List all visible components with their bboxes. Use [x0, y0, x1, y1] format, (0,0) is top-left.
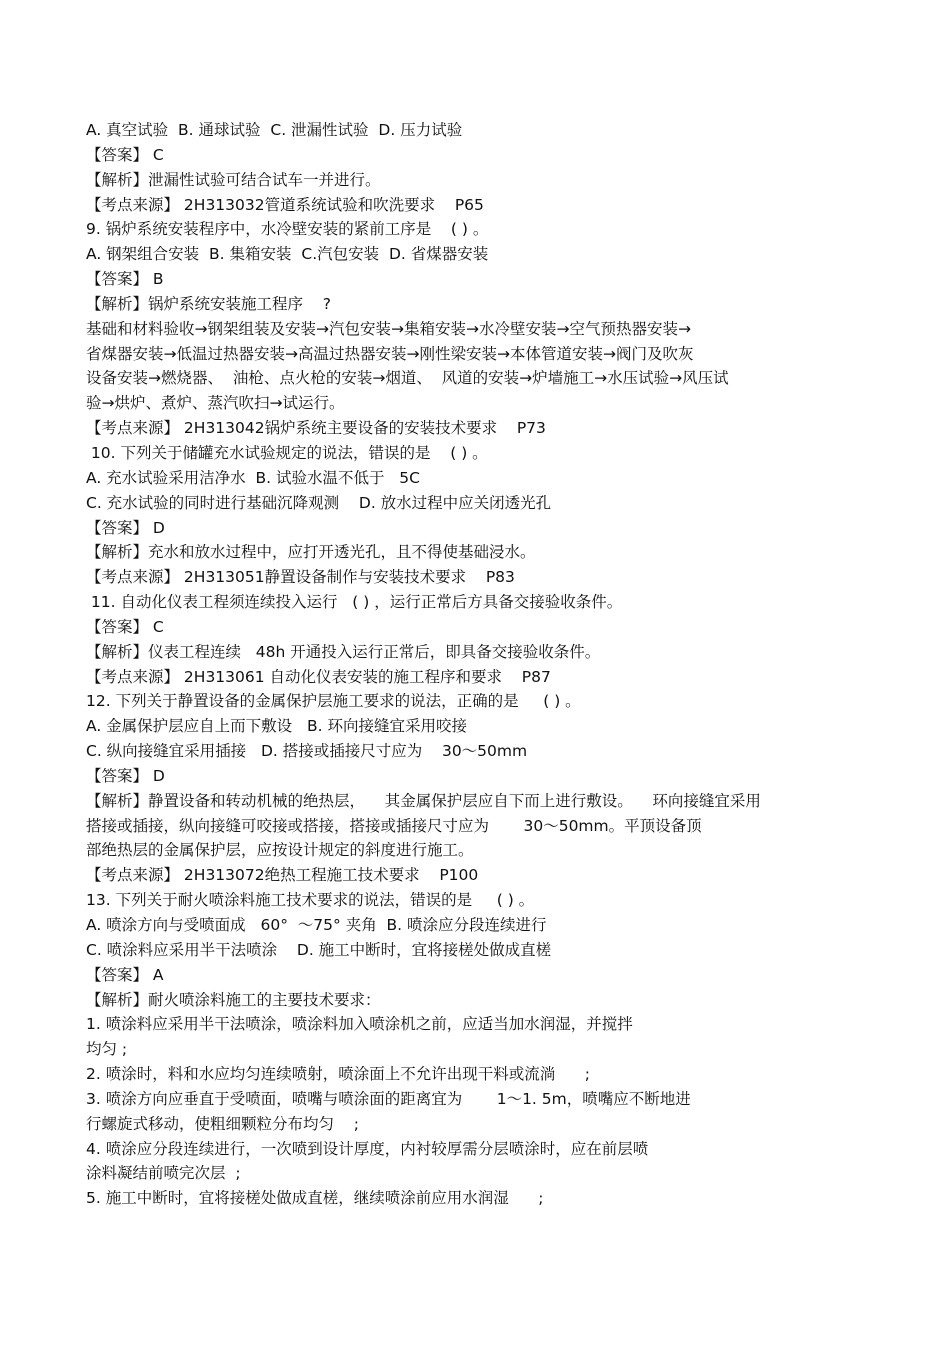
- text-line: C. 纵向接缝宜采用插接 D. 搭接或插接尺寸应为 30～50mm: [86, 742, 528, 761]
- text-line: C. 充水试验的同时进行基础沉降观测 D. 放水过程中应关闭透光孔: [86, 493, 552, 512]
- text-line: 【考点来源】 2H313072绝热工程施工技术要求 P100: [86, 866, 479, 885]
- text-line: 11. 自动化仪表工程须连续投入运行 ( ) ，运行正常后方具备交接验收条件。: [86, 593, 623, 612]
- text-line: 【答案】 D: [86, 518, 165, 537]
- text-line: C. 喷涂料应采用半干法喷涂 D. 施工中断时，宜将接槎处做成直槎: [86, 940, 552, 959]
- text-line: 【解析】泄漏性试验可结合试车一并进行。: [86, 170, 381, 189]
- text-line: 涂料凝结前喷完次层 ;: [86, 1164, 241, 1183]
- text-line: 【答案】 A: [86, 965, 164, 984]
- text-line: A. 真空试验 B. 通球试验 C. 泄漏性试验 D. 压力试验: [86, 121, 463, 139]
- text-line: 行螺旋式移动，使粗细颗粒分布均匀 ;: [86, 1114, 359, 1133]
- text-line: 【考点来源】 2H313042锅炉系统主要设备的安装技术要求 P73: [86, 419, 546, 438]
- text-line: 【答案】 C: [86, 145, 164, 164]
- text-line: 设备安装→燃烧器、 油枪、点火枪的安装→烟道、 风道的安装→炉墙施工→水压试验→风压试: [86, 369, 729, 388]
- text-line: 1. 喷涂料应采用半干法喷涂，喷涂料加入喷涂机之前，应适当加水润湿，并搅拌: [86, 1015, 633, 1034]
- text-line: 搭接或插接，纵向接缝可咬接或搭接，搭接或插接尺寸应为 30～50mm。平顶设备顶: [86, 816, 702, 835]
- text-line: A. 钢架组合安装 B. 集箱安装 C.汽包安装 D. 省煤器安装: [86, 245, 489, 264]
- text-line: 9. 锅炉系统安装程序中，水冷壁安装的紧前工序是 ( ) 。: [86, 220, 489, 239]
- text-line: 3. 喷涂方向应垂直于受喷面，喷嘴与喷涂面的距离宜为 1～1. 5m，喷嘴应不断地进: [86, 1089, 691, 1108]
- text-line: 【答案】 C: [86, 617, 164, 636]
- text-line: 【考点来源】 2H313051静置设备制作与安装技术要求 P83: [86, 568, 515, 587]
- document-body: [86, 118, 876, 1211]
- text-line: 10. 下列关于储罐充水试验规定的说法，错误的是 ( ) 。: [86, 443, 488, 462]
- text-line: 【解析】锅炉系统安装施工程序 ?: [86, 294, 331, 313]
- text-line: 验→烘炉、煮炉、蒸汽吹扫→试运行。: [86, 394, 345, 413]
- text-line: 5. 施工中断时，宜将接槎处做成直槎，继续喷涂前应用水润湿 ;: [86, 1189, 544, 1208]
- text-line: 2. 喷涂时，料和水应均匀连续喷射，喷涂面上不允许出现干料或流淌 ;: [86, 1065, 591, 1084]
- text-line: 部绝热层的金属保护层，应按设计规定的斜度进行施工。: [86, 841, 474, 860]
- text-line: 【考点来源】 2H313032管道系统试验和吹洗要求 P65: [86, 195, 484, 214]
- text-line: 【解析】充水和放水过程中，应打开透光孔，且不得使基础浸水。: [86, 543, 536, 562]
- text-line: 4. 喷涂应分段连续进行，一次喷到设计厚度，内衬较厚需分层喷涂时，应在前层喷: [86, 1139, 649, 1158]
- text-line: 基础和材料验收→钢架组装及安装→汽包安装→集箱安装→水冷壁安装→空气预热器安装→: [86, 319, 691, 338]
- text-line: 【考点来源】 2H313061 自动化仪表安装的施工程序和要求 P87: [86, 667, 551, 686]
- text-line: 【解析】耐火喷涂料施工的主要技术要求：: [86, 990, 381, 1009]
- text-line: 【答案】 D: [86, 766, 165, 785]
- text-line: 13. 下列关于耐火喷涂料施工技术要求的说法，错误的是 ( ) 。: [86, 891, 535, 910]
- text-line: 【解析】仪表工程连续 48h 开通投入运行正常后，即具备交接验收条件。: [86, 642, 601, 661]
- text-line: 【答案】 B: [86, 270, 164, 289]
- text-line: A. 充水试验采用洁净水 B. 试验水温不低于 5C: [86, 468, 420, 487]
- text-line: 【解析】静置设备和转动机械的绝热层， 其金属保护层应自下而上进行敷设。 环向接缝宜采用: [86, 791, 761, 810]
- text-line: A. 喷涂方向与受喷面成 60° ～75° 夹角 B. 喷涂应分段连续进行: [86, 916, 547, 934]
- text-line: 均匀 ;: [86, 1040, 128, 1059]
- text-line: 12. 下列关于静置设备的金属保护层施工要求的说法，正确的是 ( ) 。: [86, 692, 581, 711]
- text-line: 省煤器安装→低温过热器安装→高温过热器安装→刚性梁安装→本体管道安装→阀门及吹灰: [86, 344, 694, 363]
- text-line: A. 金属保护层应自上而下敷设 B. 环向接缝宜采用咬接: [86, 717, 467, 736]
